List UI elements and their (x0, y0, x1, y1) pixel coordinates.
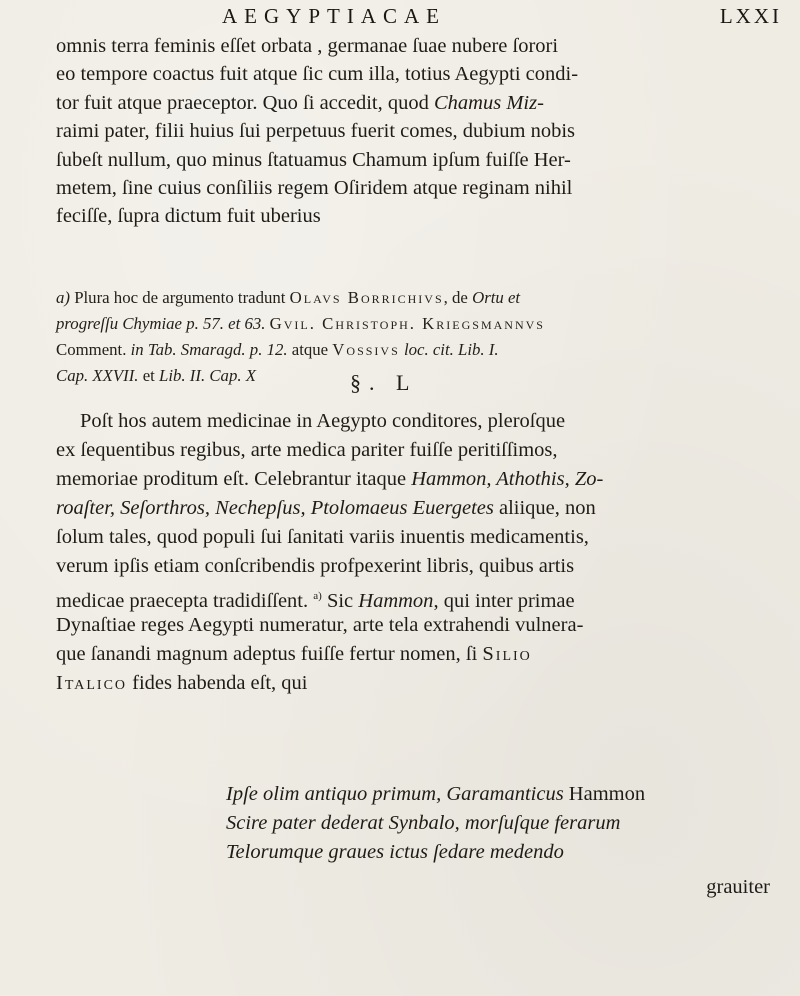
note-line (56, 363, 784, 389)
text-line: eo tempore coactus fuit atque ſic cum illa, totius Aegypti condi- (56, 63, 579, 86)
paragraph-1 (56, 32, 784, 231)
author-name: Olavs Borrichivs (289, 288, 444, 307)
text-run: raimi pater, filii huius ſui perpetuus fuerit comes, dubium nobis (56, 120, 575, 143)
italic-names: Hammon, Athothis, Zo- (411, 468, 604, 491)
note-marker: a) (56, 288, 75, 307)
text-run: que ſanandi magnum adeptus fuiſſe fertur nomen, ſi (56, 642, 483, 665)
text-line: ſolum tales, quod populi ſui ſanitati variis inuentis medicamentis, (56, 526, 589, 549)
text-run: Comment. (56, 340, 131, 359)
text-run: aliique, non (493, 497, 596, 520)
paragraph-2 (56, 407, 784, 698)
note-line (56, 285, 784, 311)
text-line (56, 89, 784, 117)
text-run: memoriae proditum eſt. Celebrantur itaque (56, 468, 412, 491)
verse-quotation (56, 780, 784, 867)
note-line (56, 311, 784, 337)
note-line (56, 337, 784, 363)
page-number: LXXI (719, 4, 782, 28)
text-line (56, 582, 784, 611)
footnote (56, 285, 784, 389)
verse-line: Telorumque graues ictus ſedare medendo (226, 841, 564, 863)
verse-line (56, 780, 784, 809)
text-run: fides habenda eſt, qui (127, 671, 308, 694)
text-line: verum ipſis etiam conſcribendis profpexerint libris, quibus artis (56, 555, 575, 578)
text-line: omnis terra feminis eſſet orbata , germanae ſuae nubere ſorori (56, 35, 559, 57)
section-heading: §. L (350, 370, 418, 395)
text-line: ex ſequentibus regibus, arte medica pariter fuiſſe peritiſſimos, (56, 439, 558, 462)
author-name: Silio (482, 642, 532, 665)
italic-name: Chamus Miz- (433, 91, 544, 114)
text-line (56, 669, 784, 698)
italic-name: Hammon (358, 589, 434, 612)
text-run: Sic (321, 589, 359, 612)
text-line (56, 117, 784, 145)
author-name: Italico (56, 671, 128, 694)
author-name: Vossivs (332, 340, 400, 359)
text-line (56, 465, 784, 494)
work-title: Ortu et (472, 288, 521, 307)
verse-line: Scire pater dederat Synbalo, morſuſque ferarum (226, 812, 621, 834)
citation: Lib. II. Cap. X (159, 366, 256, 385)
footnote-ref: a) (313, 589, 322, 602)
text-line: Dynaſtiae reges Aegypti numeratur, arte tela extrahendi vulnera- (56, 613, 584, 636)
catchword: grauiter (706, 876, 770, 898)
text-line (56, 640, 784, 669)
text-run: tor fuit atque praeceptor. Quo ſi accedit, quod (56, 91, 434, 114)
work-title: progreſſu Chymiae p. 57. et 63. (56, 314, 266, 333)
text-run: et (138, 366, 160, 385)
text-line: metem, ſine cuius conſiliis regem Oſiridem atque reginam nihil (56, 176, 573, 199)
text-run: , de (443, 288, 473, 307)
verse-text: Hammon (563, 783, 646, 805)
text-run: Plura hoc de argumento tradunt (74, 288, 290, 307)
text-run: , qui inter primae (433, 589, 575, 612)
text-line (56, 494, 784, 523)
text-run: medicae praecepta tradidiſſent. (56, 589, 314, 612)
running-head (0, 4, 800, 34)
running-title: AEGYPTIACAE (222, 4, 446, 28)
author-name: Gvil. Christoph. Kriegsmannvs (269, 314, 545, 333)
work-title: in Tab. Smaragd. p. 12. (130, 340, 288, 359)
text-line: feciſſe, ſupra dictum fuit uberius (56, 205, 321, 228)
verse-text: Ipſe olim antiquo primum, Garamanticus (226, 783, 564, 805)
text-line: Poſt hos autem medicinae in Aegypto conditores, pleroſque (80, 410, 566, 432)
text-line: ſubeſt nullum, quo minus ſtatuamus Chamum ipſum fuiſſe Her- (56, 148, 571, 171)
citation: Cap. XXVII. (56, 366, 139, 385)
text-run: atque (287, 340, 333, 359)
italic-names: roaſter, Seſorthros, Nechepſus, Ptolomaeus Euergetes (56, 497, 494, 520)
citation: loc. cit. Lib. I. (403, 340, 499, 359)
